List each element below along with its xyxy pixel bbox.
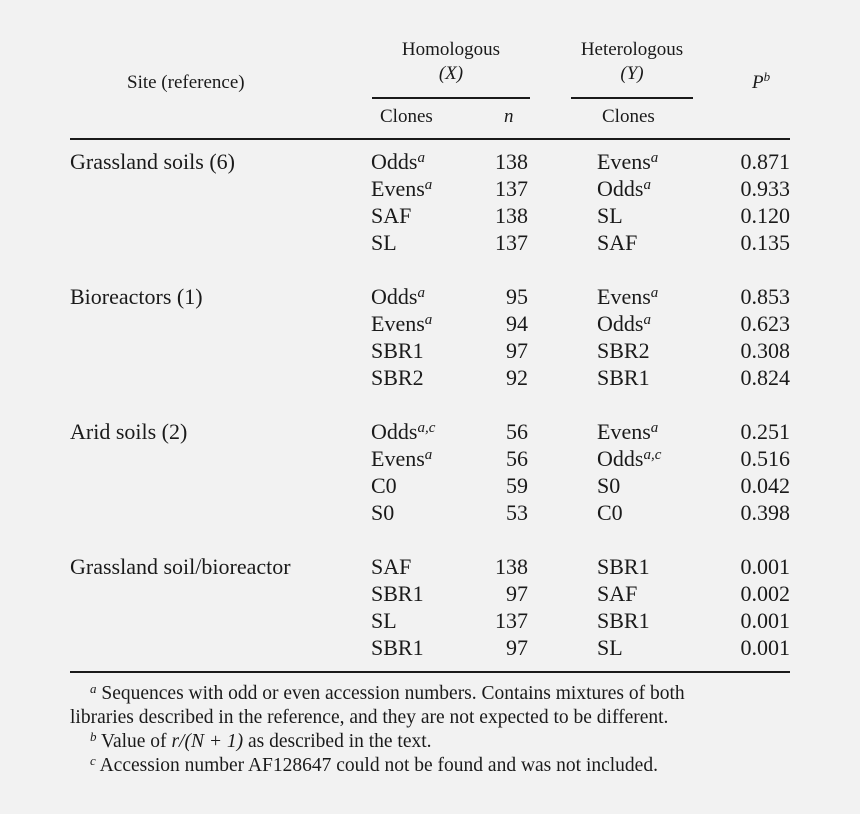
heterologous-clone: Odds$^a$ [597, 176, 651, 201]
site-label: Arid soils (2) [70, 419, 188, 444]
p-column-header: $P^b$ [752, 69, 771, 93]
p-value: 0.398 [740, 500, 790, 525]
p-value: 0.308 [740, 338, 790, 363]
heterologous-clone: SL [597, 635, 623, 660]
clone-count-n: 56 [506, 446, 528, 471]
heterologous-header [571, 38, 693, 86]
clone-count-n: 97 [506, 338, 528, 363]
clone-count-n: 95 [506, 284, 528, 309]
footnote-a: $^a$ Sequences with odd or even accession numbers. Contains mixtures of both [90, 681, 685, 704]
heterologous-clone: Evens$^a$ [597, 419, 659, 444]
footnote-a-continued: libraries described in the reference, and they are not expected to be different. [70, 707, 669, 728]
site-label: Grassland soil/bioreactor [70, 554, 291, 579]
p-value: 0.871 [740, 149, 790, 174]
clone-count-n: 138 [495, 149, 528, 174]
clone-count-n: 94 [506, 311, 528, 336]
n-header: n [504, 106, 514, 127]
footnote-c: $^c$ Accession number AF128647 could not be found and was not included. [90, 753, 658, 776]
homologous-clone: C0 [371, 473, 397, 498]
homologous-clone: SL [371, 608, 397, 633]
clone-count-n: 56 [506, 419, 528, 444]
heterologous-title: Heterologous [580, 39, 684, 60]
homologous-clone: SL [371, 230, 397, 255]
homologous-title: Homologous [401, 39, 501, 60]
header-bottom-rule [70, 138, 790, 140]
p-value: 0.001 [740, 608, 790, 633]
homologous-clone: Odds$^a$ [371, 284, 425, 309]
homologous-clone: SAF [371, 203, 412, 228]
p-value: 0.853 [740, 284, 790, 309]
p-value: 0.001 [740, 554, 790, 579]
heterologous-clone: Odds$^a$ [597, 311, 651, 336]
homologous-clone: SAF [371, 554, 412, 579]
heterologous-underline [571, 97, 693, 99]
p-value: 0.120 [740, 203, 790, 228]
heterologous-clone: SL [597, 203, 623, 228]
clone-count-n: 53 [506, 500, 528, 525]
homologous-clone: SBR1 [371, 581, 424, 606]
heterologous-clone: SBR1 [597, 608, 650, 633]
p-value: 0.516 [740, 446, 790, 471]
homologous-clone: SBR1 [371, 338, 424, 363]
homologous-symbol: (X) [438, 63, 464, 84]
heterologous-clone: SBR1 [597, 365, 650, 390]
clone-count-n: 137 [495, 230, 528, 255]
homologous-clone: Odds$^{a,c}$ [371, 419, 436, 444]
heterologous-clone: C0 [597, 500, 623, 525]
clone-count-n: 138 [495, 203, 528, 228]
clones-x-header: Clones [380, 106, 433, 127]
p-value: 0.135 [740, 230, 790, 255]
p-value: 0.933 [740, 176, 790, 201]
p-value: 0.251 [740, 419, 790, 444]
p-value: 0.002 [740, 581, 790, 606]
table-bottom-rule [70, 671, 790, 673]
homologous-clone: Odds$^a$ [371, 149, 425, 174]
homologous-clone: SBR1 [371, 635, 424, 660]
p-value: 0.001 [740, 635, 790, 660]
homologous-clone: SBR2 [371, 365, 424, 390]
clone-count-n: 97 [506, 581, 528, 606]
heterologous-clone: S0 [597, 473, 621, 498]
site-label: Grassland soils (6) [70, 149, 235, 174]
clone-count-n: 59 [506, 473, 528, 498]
homologous-clone: S0 [371, 500, 395, 525]
clones-y-header: Clones [602, 106, 655, 127]
p-value: 0.623 [740, 311, 790, 336]
heterologous-clone: Odds$^{a,c}$ [597, 446, 662, 471]
heterologous-clone: SAF [597, 230, 638, 255]
heterologous-clone: Evens$^a$ [597, 149, 659, 174]
clone-count-n: 137 [495, 608, 528, 633]
heterologous-clone: SBR2 [597, 338, 650, 363]
footnote-b: $^b$ Value of r/(N + 1) as described in the text. [90, 729, 432, 752]
clone-count-n: 92 [506, 365, 528, 390]
heterologous-clone: SBR1 [597, 554, 650, 579]
homologous-underline [372, 97, 530, 99]
clone-count-n: 137 [495, 176, 528, 201]
p-value: 0.042 [740, 473, 790, 498]
footnotes [70, 682, 810, 778]
site-column-header: Site (reference) [127, 72, 245, 93]
clone-count-n: 138 [495, 554, 528, 579]
heterologous-clone: SAF [597, 581, 638, 606]
clone-count-n: 97 [506, 635, 528, 660]
p-value: 0.824 [740, 365, 790, 390]
heterologous-clone: Evens$^a$ [597, 284, 659, 309]
homologous-clone: Evens$^a$ [371, 311, 433, 336]
homologous-clone: Evens$^a$ [371, 446, 433, 471]
site-label: Bioreactors (1) [70, 284, 203, 309]
homologous-header [372, 38, 530, 86]
homologous-clone: Evens$^a$ [371, 176, 433, 201]
heterologous-symbol: (Y) [620, 63, 644, 84]
